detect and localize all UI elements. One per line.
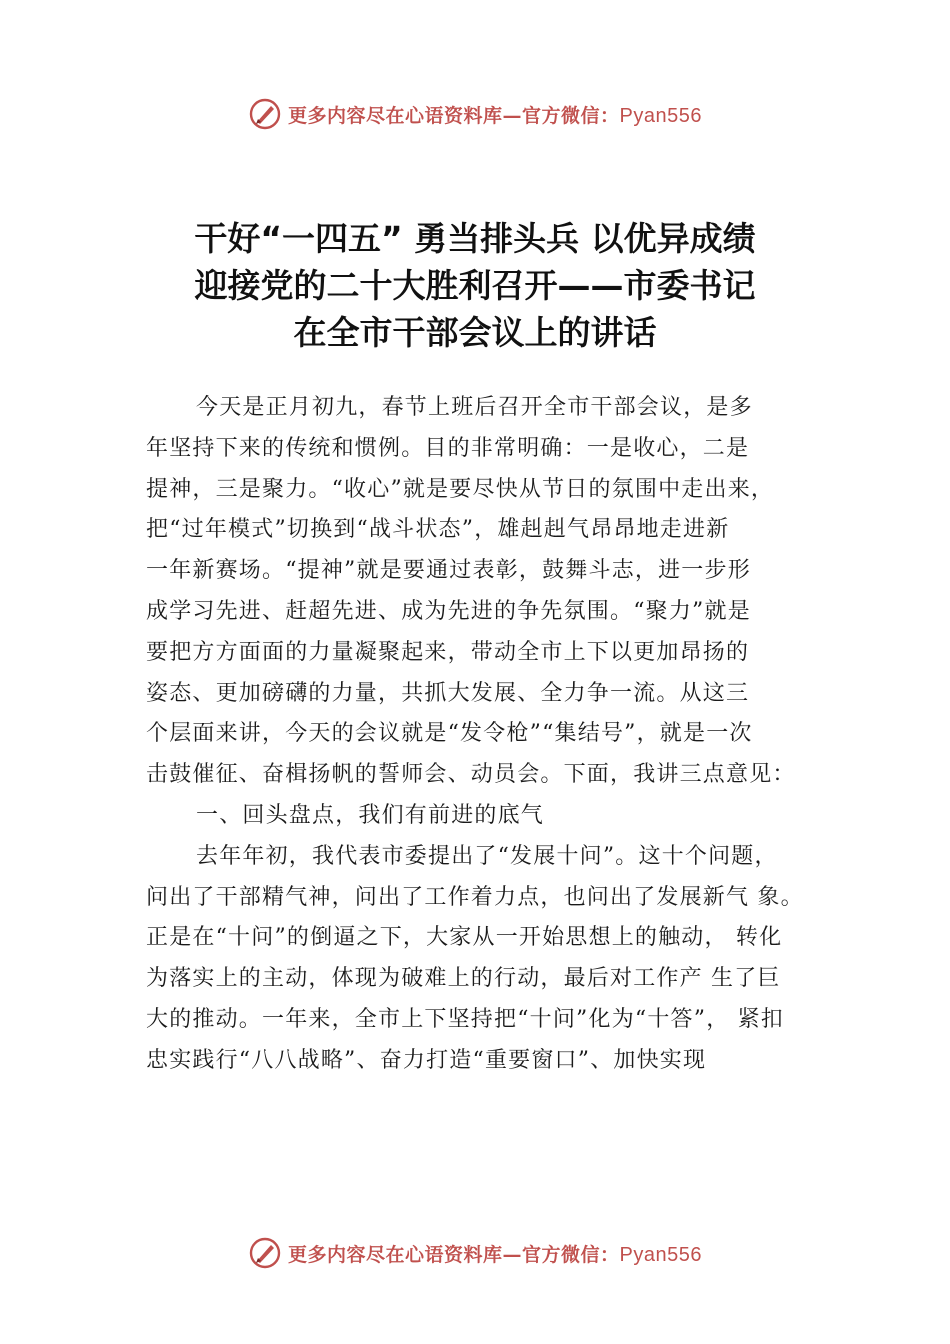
body-line: 一年新赛场。“提神”就是要通过表彰，鼓舞斗志，进一步形: [146, 558, 751, 584]
header-watermark: [0, 94, 950, 134]
body-line: 提神，三是聚力。“收心”就是要尽快从节日的氛围中走出来，: [146, 476, 775, 502]
body-line: 击鼓催征、奋楫扬帆的誓师会、动员会。下面，我讲三点意见：: [146, 762, 796, 788]
body-line: 问出了干部精气神，问出了工作着力点，也问出了发展新气 象。: [146, 884, 804, 910]
section-heading: 一、回头盘点，我们有前进的底气: [196, 802, 545, 828]
body-line: 忠实践行“八八战略”、奋力打造“重要窗口”、加快实现: [146, 1047, 707, 1073]
watermark-text: 更多内容尽在心语资料库—官方微信：Pyan556: [288, 1243, 702, 1266]
title-line: 迎接党的二十大胜利召开——市委书记: [194, 266, 756, 305]
body-line: 去年年初，我代表市委提出了“发展十问”。这十个问题，: [196, 843, 778, 869]
wechat-id: Pyan556: [619, 1243, 702, 1266]
document-body: [146, 388, 826, 1082]
body-line: 正是在“十问”的倒逼之下，大家从一开始思想上的触动， 转化: [146, 925, 783, 951]
footer-watermark: [0, 1233, 950, 1273]
pen-seal-logo-icon: [248, 1236, 282, 1270]
wechat-id: Pyan556: [619, 104, 702, 127]
body-line: 大的推动。一年来，全市上下坚持把“十问”化为“十答”， 紧扣: [146, 1006, 784, 1032]
title-line: 在全市干部会议上的讲话: [293, 313, 657, 352]
body-line: 为落实上的主动，体现为破难上的行动，最后对工作产 生了巨: [146, 966, 781, 992]
body-line: 年坚持下来的传统和惯例。目的非常明确：一是收心，二是: [146, 435, 750, 461]
body-line: 要把方方面面的力量凝聚起来，带动全市上下以更加昂扬的: [146, 639, 750, 665]
watermark-text: 更多内容尽在心语资料库—官方微信：Pyan556: [288, 104, 702, 127]
title-line: 干好“一四五” 勇当排头兵 以优异成绩: [194, 219, 756, 258]
body-line: 今天是正月初九，春节上班后召开全市干部会议，是多: [196, 395, 753, 420]
document-title: [100, 215, 850, 356]
body-line: 姿态、更加磅礴的力量，共抓大发展、全力争一流。从这三: [146, 680, 750, 706]
body-line: 成学习先进、赶超先进、成为先进的争先氛围。“聚力”就是: [146, 598, 751, 624]
pen-seal-logo-icon: [248, 97, 282, 131]
body-line: 个层面来讲，今天的会议就是“发令枪”“集结号”，就是一次: [146, 721, 753, 747]
body-line: 把“过年模式”切换到“战斗状态”，雄赳赳气昂昂地走进新: [146, 517, 730, 543]
